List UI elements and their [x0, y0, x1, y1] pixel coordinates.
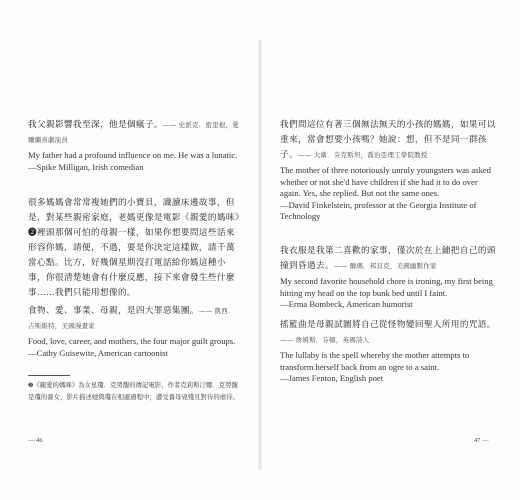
- footnote-rule: [28, 375, 70, 376]
- quote-chinese-attribution: —— 爾瑪．邦貝克，美國幽默作家: [333, 262, 437, 270]
- quote-chinese: 我衣服是我第二喜歡的家事，僅次於在上鋪把自己的頭撞到昏過去。—— 爾瑪．邦貝克，美國幽默作家: [280, 246, 496, 271]
- page-number: 47 —: [474, 437, 489, 444]
- page-number: — 46: [28, 437, 43, 444]
- quote-chinese-attribution: —— 詹姆斯．芬頓，英國詩人: [280, 336, 370, 344]
- quote-english: My second favorite household chore is ironing, my first being hitting my head on the top bunk bed until I faint.: [280, 276, 493, 298]
- quote-author: —Spike Milligan, Irish comedian: [28, 161, 144, 172]
- quote-english: The lullaby is the spell whereby the mother attempts to transform herself back from an ogre to a saint.: [280, 350, 470, 372]
- quote-block: [280, 244, 496, 311]
- quote-english: My father had a profound influence on me. He was a lunatic.: [28, 150, 238, 160]
- right-page: [260, 0, 520, 500]
- footnote-marker: ❷: [28, 382, 34, 389]
- quote-chinese: 我父親影響我至深，他是個瘋子。—— 史派克．密里根，愛爾蘭喜劇演員: [28, 120, 239, 144]
- quote-chinese-attribution: —— 大衛．芬克斯坦，喬治亞理工學院教授: [298, 151, 428, 159]
- quote-chinese: 食物、愛、事業、母親，是四大罪惡集團。—— 凱西．吉斯維特，美國漫畫家: [28, 306, 235, 330]
- quote-author: —David Finkelstein, professor at the Georgia Institute of Technology: [280, 199, 477, 221]
- footnote-text: 《親愛的媽咪》為女星瓊．克勞馥的傳記電影，作者克莉斯汀娜．克勞馥是瓊的養女，影片描述她與瓊在相處過程中，遭受養母兇殘且對待的虐待。: [28, 381, 239, 401]
- quote-chinese: 我們問這位有著三個無法無天的小孩的媽媽，如果可以重來，當會想要小孩嗎？她說：想，但不是同一群孩子。—— 大衛．芬克斯坦，喬治亞理工學院教授: [280, 120, 496, 160]
- quote-block: [280, 318, 496, 385]
- quote-chinese-attribution: —— 凱西．吉斯維特，美國漫畫家: [28, 307, 235, 330]
- quote-english: The mother of three notoriously unruly youngsters was asked whether or not she'd have children if she had it to do over again. Yes, she replied. But not the same ones.: [280, 165, 491, 198]
- quote-block: [28, 118, 240, 173]
- quote-chinese-attribution: —— 史派克．密里根，愛爾蘭喜劇演員: [28, 121, 239, 144]
- quote-chinese: 搖籃曲是母親試圖將自己從怪物變回聖人所用的咒語。—— 詹姆斯．芬頓，英國詩人: [280, 320, 496, 344]
- commentary-paragraph: 很多媽媽會常常複她們的小寶貝，識讀床邊故事，但是，對某些親密家庭，老媽更像是電影《親愛的媽咪》❷裡頭那個可怕的母親一樣，如果你想要問這些話來形容你媽，請便，不過，要是你決定這樣做，請千萬當心點。比方，好幾個星期沒打電話給你媽這種小事，你很清楚她會有什麼反應，接下來會發生些什麼事……我們只能用想像的。: [28, 198, 240, 298]
- quote-author: —Cathy Guisewite, American cartoonist: [28, 347, 168, 358]
- quote-english: Food, love, career, and mothers, the four major guilt groups.: [28, 336, 236, 346]
- quote-block: [280, 118, 496, 223]
- quote-block: [28, 304, 240, 359]
- quote-author: —Erma Bombeck, American humorist: [280, 299, 413, 309]
- footnote: [28, 380, 240, 402]
- quote-author: —James Fenton, English poet: [280, 373, 384, 383]
- quote-block: [28, 196, 240, 301]
